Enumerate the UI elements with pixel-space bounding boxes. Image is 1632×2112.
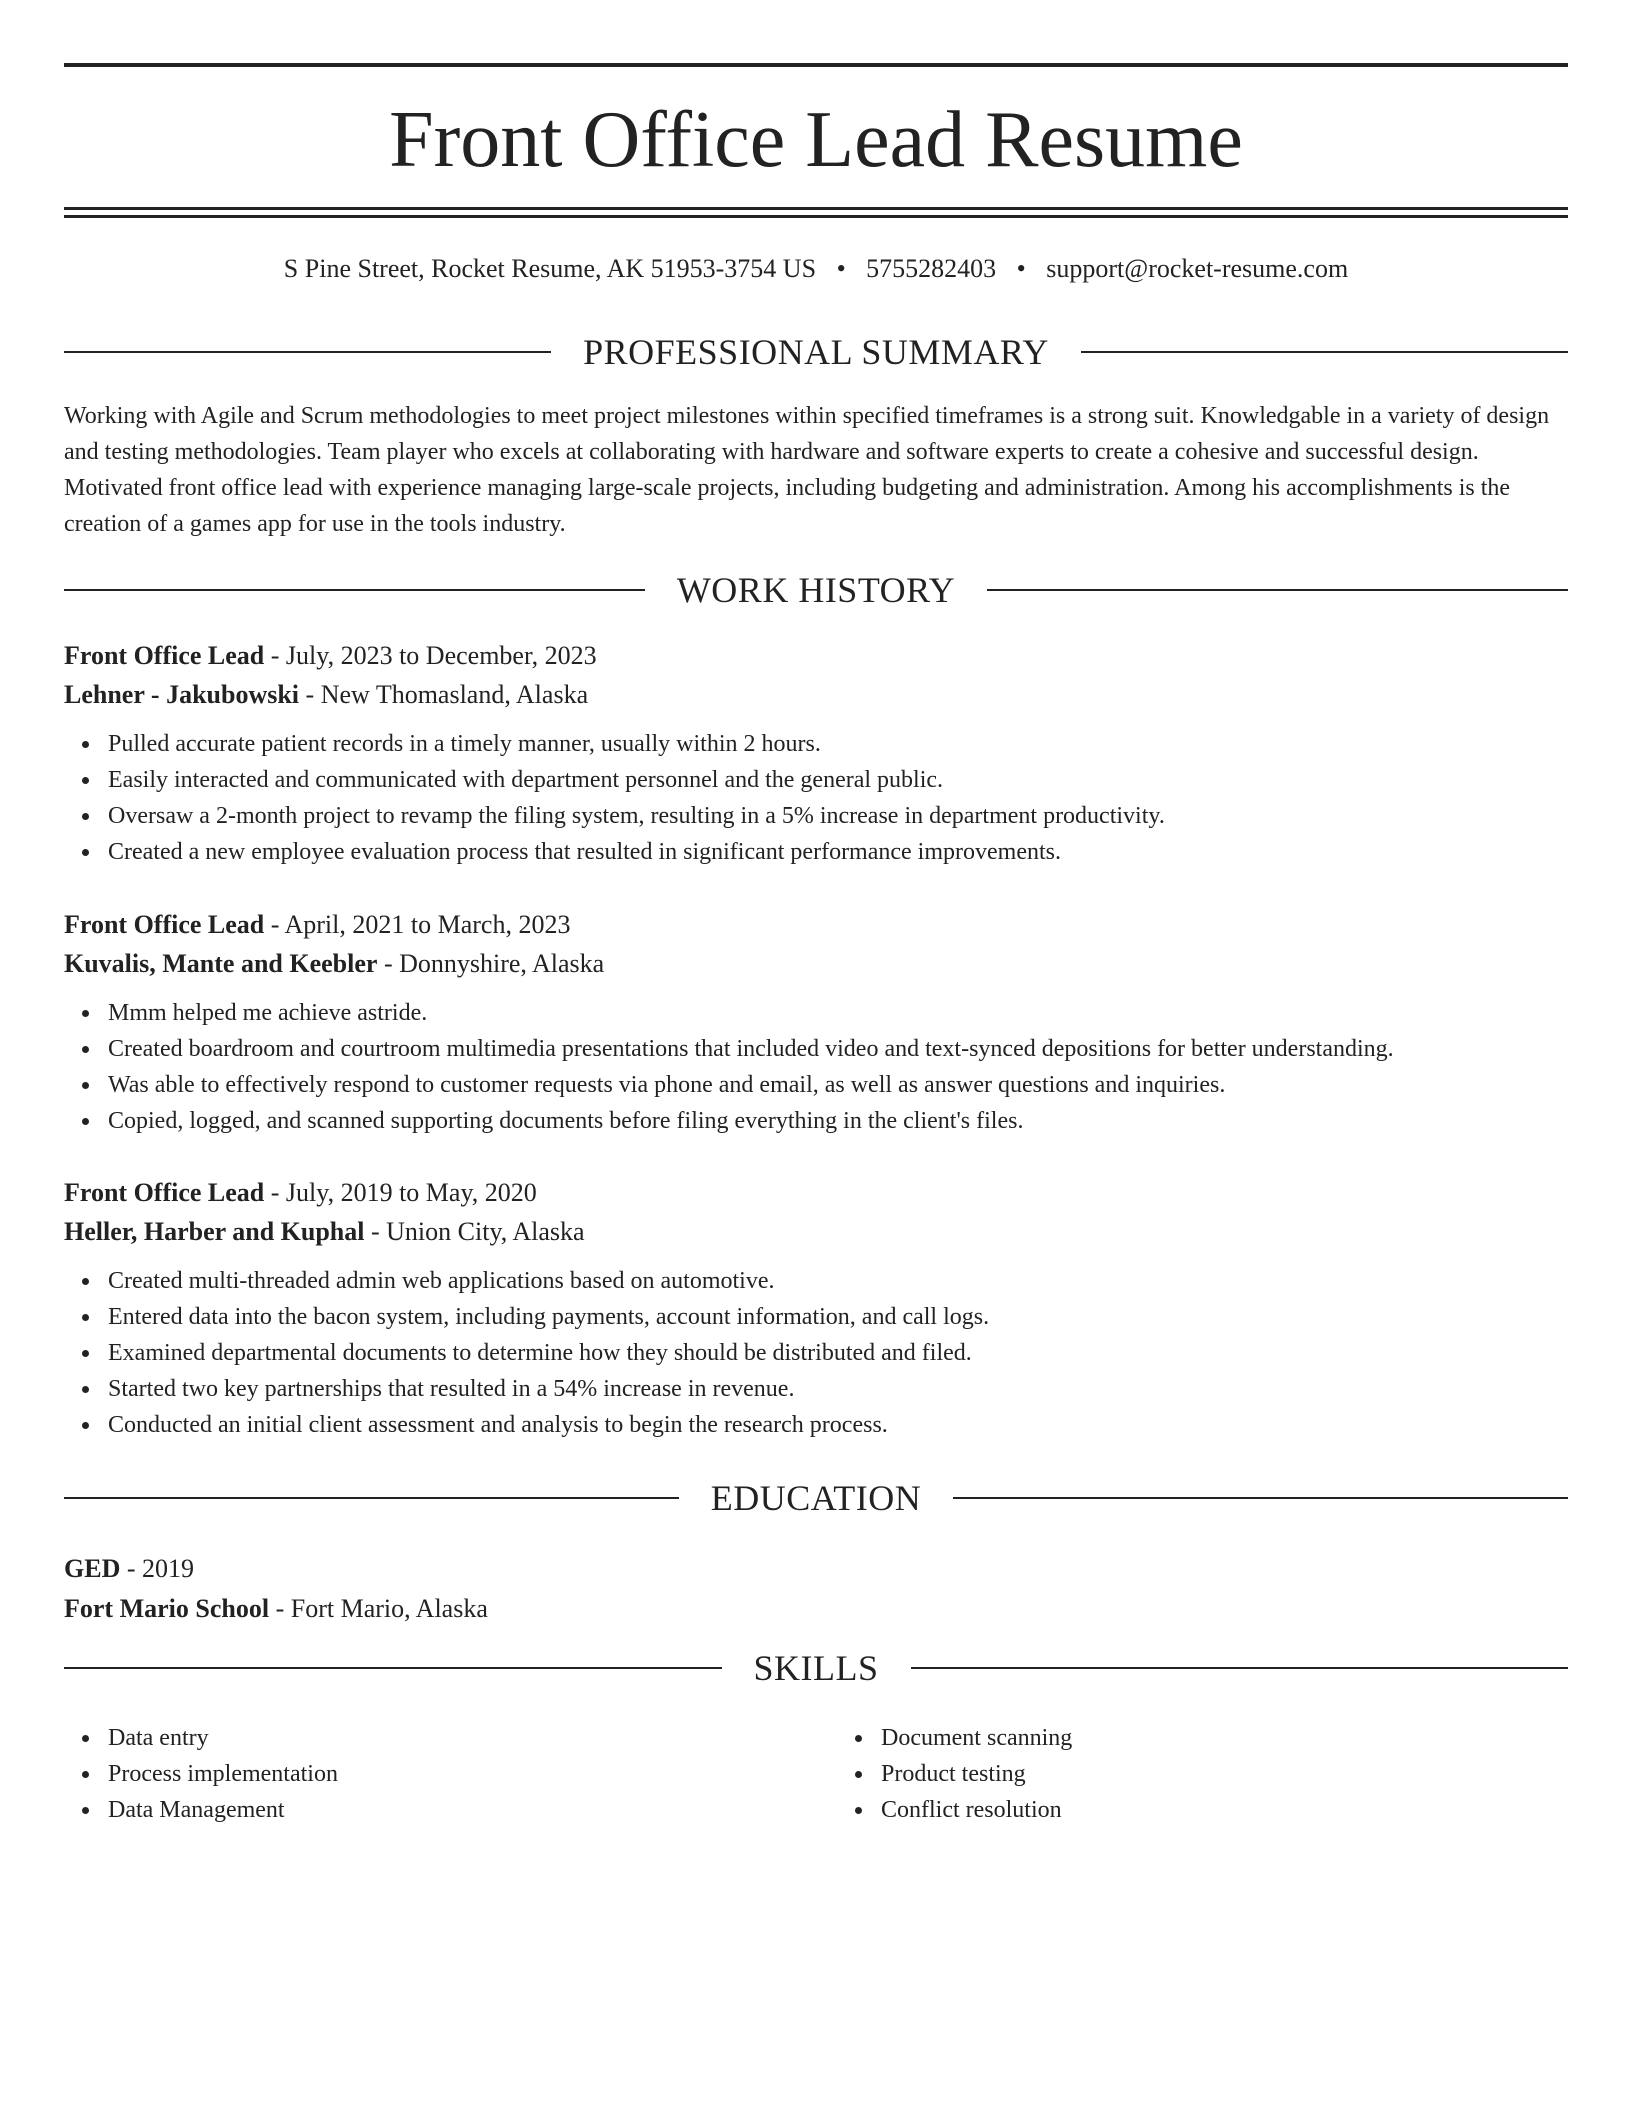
- list-item: Easily interacted and communicated with department personnel and the general public.: [108, 762, 1568, 798]
- skill-item: Data Management: [108, 1792, 795, 1828]
- section-rule: [64, 1667, 722, 1669]
- contact-line: [64, 252, 1568, 286]
- skills-column-right: [837, 1720, 1568, 1828]
- skills-list: [64, 1720, 1568, 1828]
- contact-address: S Pine Street, Rocket Resume, AK 51953-3754 US: [283, 254, 817, 283]
- section-header-work-history: [64, 565, 1568, 615]
- section-rule: [953, 1497, 1568, 1499]
- list-item: Created boardroom and courtroom multimedia presentations that included video and text-synced depositions for better understanding.: [108, 1031, 1568, 1067]
- title-rule-lower: [64, 215, 1568, 218]
- education-school-line: [64, 1590, 1568, 1628]
- section-rule: [987, 589, 1568, 591]
- section-title: WORK HISTORY: [676, 570, 956, 610]
- job-company-line: [64, 676, 1568, 714]
- contact-email: support@rocket-resume.com: [1046, 254, 1349, 283]
- job-company: Kuvalis, Mante and Keebler: [64, 949, 378, 978]
- list-item: Started two key partnerships that resulted in a 54% increase in revenue.: [108, 1371, 1568, 1407]
- list-item: Copied, logged, and scanned supporting documents before filing everything in the client's files.: [108, 1103, 1568, 1139]
- top-rule: [64, 63, 1568, 67]
- page-title: Front Office Lead Resume: [389, 96, 1243, 184]
- job-bullets: [64, 995, 1568, 1139]
- job-location: - Donnyshire, Alaska: [377, 949, 605, 978]
- list-item: Mmm helped me achieve astride.: [108, 995, 1568, 1031]
- job-location: - New Thomasland, Alaska: [299, 680, 589, 709]
- skills-column-left: [64, 1720, 795, 1828]
- section-header-education: [64, 1473, 1568, 1523]
- job-company: Lehner - Jakubowski: [64, 680, 300, 709]
- skill-item: Conflict resolution: [881, 1792, 1568, 1828]
- list-item: Conducted an initial client assessment and analysis to begin the research process.: [108, 1407, 1568, 1443]
- contact-phone: 5755282403: [866, 254, 997, 283]
- summary-text: Working with Agile and Scrum methodologies to meet project milestones within specified timeframes is a strong suit. Knowledgable in a variety of design and testing methodologies. Team player who excels at collaborating with hardware and software experts to create a cohesive and successful design. Motivated front office lead with experience managing large-scale projects, including budgeting and administration. Among his accomplishments is the creation of a games app for use in the tools industry.: [64, 403, 1550, 537]
- list-item: Examined departmental documents to determine how they should be distributed and filed.: [108, 1335, 1568, 1371]
- contact-separator: •: [836, 254, 846, 283]
- job-dates: - July, 2019 to May, 2020: [264, 1178, 537, 1207]
- title-rule-upper: [64, 207, 1568, 210]
- section-header-summary: [64, 327, 1568, 377]
- list-item: Created a new employee evaluation process that resulted in significant performance improvements.: [108, 834, 1568, 870]
- job-company: Heller, Harber and Kuphal: [64, 1217, 365, 1246]
- education-location: - Fort Mario, Alaska: [269, 1594, 488, 1623]
- skill-item: Process implementation: [108, 1756, 795, 1792]
- contact-separator: •: [1016, 254, 1026, 283]
- job-bullets: [64, 1263, 1568, 1443]
- education-degree: GED: [64, 1554, 121, 1583]
- section-header-skills: [64, 1643, 1568, 1693]
- job-entry: [64, 1174, 1568, 1443]
- job-dates: - April, 2021 to March, 2023: [264, 910, 571, 939]
- job-company-line: [64, 945, 1568, 983]
- job-title: Front Office Lead: [64, 1178, 265, 1207]
- section-title: PROFESSIONAL SUMMARY: [583, 332, 1049, 372]
- education-degree-line: [64, 1550, 1568, 1588]
- job-entry: [64, 637, 1568, 870]
- section-rule: [64, 589, 645, 591]
- section-rule: [1081, 351, 1568, 353]
- skill-item: Document scanning: [881, 1720, 1568, 1756]
- job-dates: - July, 2023 to December, 2023: [264, 641, 597, 670]
- job-title-line: [64, 906, 1568, 944]
- list-item: Created multi-threaded admin web applications based on automotive.: [108, 1263, 1568, 1299]
- job-title: Front Office Lead: [64, 641, 265, 670]
- skill-item: Data entry: [108, 1720, 795, 1756]
- skill-item: Product testing: [881, 1756, 1568, 1792]
- job-location: - Union City, Alaska: [364, 1217, 585, 1246]
- list-item: Entered data into the bacon system, including payments, account information, and call logs.: [108, 1299, 1568, 1335]
- list-item: Pulled accurate patient records in a timely manner, usually within 2 hours.: [108, 726, 1568, 762]
- section-title: SKILLS: [753, 1648, 879, 1688]
- list-item: Was able to effectively respond to customer requests via phone and email, as well as answer questions and inquiries.: [108, 1067, 1568, 1103]
- job-company-line: [64, 1213, 1568, 1251]
- education-entry: [64, 1550, 1568, 1628]
- section-rule: [64, 1497, 679, 1499]
- job-title-line: [64, 1174, 1568, 1212]
- section-rule: [911, 1667, 1569, 1669]
- education-year: - 2019: [120, 1554, 195, 1583]
- list-item: Oversaw a 2-month project to revamp the filing system, resulting in a 5% increase in department productivity.: [108, 798, 1568, 834]
- job-bullets: [64, 726, 1568, 870]
- job-title-line: [64, 637, 1568, 675]
- section-title: EDUCATION: [710, 1478, 922, 1518]
- education-school: Fort Mario School: [64, 1594, 270, 1623]
- section-rule: [64, 351, 551, 353]
- job-entry: [64, 906, 1568, 1139]
- job-title: Front Office Lead: [64, 910, 265, 939]
